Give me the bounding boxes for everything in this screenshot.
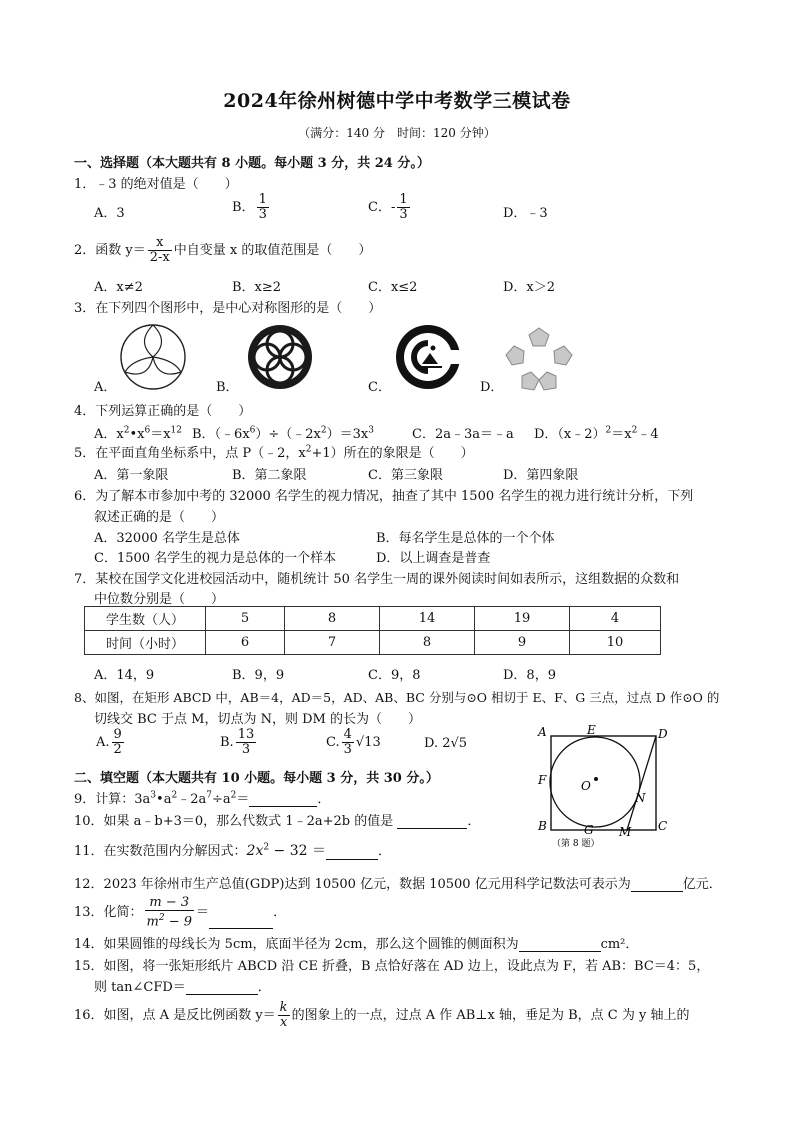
question-12 [74,873,722,892]
question-7-line2: 中位数分别是（ ） [94,592,225,607]
q15-answer-blank[interactable] [186,980,258,995]
label-a: A [538,725,547,739]
q12-answer-blank[interactable] [631,877,683,892]
table-cell: 14 [380,607,475,631]
q4-a-exp1: 2 [123,425,130,436]
q13-den-rest: − 9 [164,914,193,930]
q8-geometry-figure [534,722,674,850]
q4-b-exp1: 6 [249,425,256,436]
q8-c-label: C. [326,735,340,750]
question-10 [74,810,480,829]
tangent-line-dm [627,736,656,830]
q12-end: 亿元． [682,877,722,892]
q15-end: ． [257,980,271,995]
question-2-stem [74,236,371,265]
q13-den-base: m [146,914,159,930]
q1-c-numerator: 1 [399,192,408,207]
q11-exp: 2 [263,842,270,853]
q9-exp4: 2 [230,790,237,801]
q2-option-a: A．x≠2 [94,280,143,295]
q5-option-c: C．第三象限 [368,468,443,483]
q9-end: ． [317,792,331,807]
q4-d-part1: D．（x﹣2） [534,427,606,442]
q5-stem-post: +1）所在的象限是（ ） [311,446,474,461]
q11-text: 11．在实数范围内分解因式： [74,844,247,859]
q6-option-c: C．1500 名学生的视力是总体的一个样本 [94,551,337,566]
q9-part4: ÷a [211,792,231,807]
q1-option-d: D．﹣3 [503,206,548,221]
q5-stem-exp: 2 [305,444,312,455]
q2-option-d: D．x＞2 [503,280,556,295]
q8-a-denominator: 2 [113,742,122,757]
question-16 [74,1001,690,1030]
q8-c-radical: √13 [355,735,381,750]
label-g: G [584,823,594,837]
label-n: N [635,791,646,805]
question-5-stem [74,442,474,461]
section-choice-heading: 一、选择题（本大题共有 8 小题。每小题 3 分，共 24 分。） [74,156,430,171]
q4-d-exp2: 2 [631,425,638,436]
q9-part1: 9．计算：3a [74,792,151,807]
q4-option-d [534,423,659,442]
q1-b-label: B． [232,200,255,215]
q2-option-b: B．x≥2 [232,280,282,295]
q8-d-value: 2√5 [442,736,468,751]
q1-option-c [368,193,412,222]
q8-d-label: D. [424,736,439,751]
q4-option-c: C．2a﹣3a＝﹣a [412,427,514,442]
q6-option-a: A．32000 名学生是总体 [94,531,240,546]
exam-info: （满分：140 分 时间：120 分钟） [298,126,496,140]
table-row-label: 时间（小时） [85,631,206,655]
q15-text: 则 tan∠CFD＝ [94,980,186,995]
question-8-line1: 8、如图，在矩形 ABCD 中，AB＝4，AD＝5，AD、AB、BC 分别与⊙O 相切于 E、F、G 三点，过点 D 作⊙O 的 [74,690,720,705]
table-cell: 8 [285,607,380,631]
q4-d-exp1: 2 [605,425,612,436]
q3-figure-a-trefoil [118,322,188,392]
label-e: E [587,723,596,737]
q9-part2: •a [156,792,172,807]
q14-text: 14．如果圆锥的母线长为 5cm，底面半径为 2cm，那么这个圆锥的侧面积为 [74,937,519,952]
q5-option-a: A．第一象限 [94,468,169,483]
table-cell: 7 [285,631,380,655]
q2-stem-pre: 2．函数 y＝ [74,243,146,258]
q6-option-b: B．每名学生是总体的一个个体 [376,531,555,546]
q13-answer-blank[interactable] [209,914,273,929]
q8-option-a [96,728,126,757]
q4-option-b [192,423,374,442]
q4-d-part2: ＝x [611,427,632,442]
q1-b-denominator: 3 [258,207,267,222]
question-3-stem: 3．在下列四个图形中，是中心对称图形的是（ ） [74,301,382,316]
q16-numerator: k [279,1000,288,1015]
q9-part3: ﹣2a [177,792,207,807]
q1-c-sign: - [390,200,396,215]
q7-option-c: C．9，8 [368,668,421,683]
q2-stem-post: 中自变量 x 的取值范围是（ ） [173,243,372,258]
q9-exp2: 2 [171,790,178,801]
q4-d-part3: ﹣4 [637,427,659,442]
label-c: C [658,819,668,833]
q11-expr: 2x [246,843,264,859]
q2-denominator: 2-x [149,250,170,265]
question-7-line1: 7．某校在国学文化进校园活动中，随机统计 50 名学生一周的课外阅读时间如表所示，这组数据的众数和 [74,572,680,587]
q4-a-exp2: 6 [144,425,151,436]
q4-a-part2: •x [129,427,145,442]
q16-text-post: 的图象上的一点，过点 A 作 AB⊥x 轴，垂足为 B，点 C 为 y 轴上的 [291,1008,690,1023]
q8-b-denominator: 3 [241,742,251,757]
label-d: D [658,727,668,741]
q4-b-part1: B．（﹣6x [192,427,250,442]
section-fill-heading: 二、填空题（本大题共有 10 小题。每小题 3 分，共 30 分。） [74,771,439,786]
q3-option-d: D． [480,380,504,395]
question-9 [74,788,330,807]
q1-b-numerator: 1 [258,192,267,207]
question-8-line2: 切线交 BC 于点 M，切点为 N，则 DM 的长为（ ） [94,712,421,727]
q8-option-c [326,728,381,757]
q13-den-exp: 2 [158,913,165,923]
q7-option-d: D．8，9 [503,668,556,683]
q5-option-d: D．第四象限 [503,468,579,483]
q4-b-exp3: 3 [368,425,374,436]
reading-time-table [84,606,661,655]
q16-text-pre: 16．如图，点 A 是反比例函数 y＝ [74,1008,276,1023]
q8-a-label: A. [96,735,110,750]
table-cell: 6 [206,631,285,655]
q8-b-numerator: 13 [237,727,255,742]
label-o: O [581,779,591,793]
q4-b-part3: ）＝3x [326,427,369,442]
question-6-line1: 6．为了解本市参加中考的 32000 名学生的视力情况，抽查了其中 1500 名学生的视力进行统计分析，下列 [74,489,694,504]
label-f: F [538,773,547,787]
q8-b-label: B. [220,735,234,750]
table-row-label: 学生数（人） [85,607,206,631]
q10-text: 10．如果 a﹣b+3＝0，那么代数式 1﹣2a+2b 的值是 [74,814,394,829]
q7-option-b: B．9，9 [232,668,285,683]
q2-numerator: x [148,236,172,251]
table-cell: 10 [570,631,661,655]
q16-denominator: x [279,1015,288,1030]
table-cell: 8 [380,631,475,655]
question-6-line2: 叙述正确的是（ ） [94,510,225,525]
question-4-stem: 4．下列运算正确的是（ ） [74,404,252,419]
q1-c-denominator: 3 [399,207,408,222]
q8-option-d [424,736,467,751]
question-1-stem: 1．﹣3 的绝对值是（ ） [74,177,238,192]
q7-option-a: A．14，9 [94,668,155,683]
table-row [85,607,661,631]
q9-answer-blank[interactable] [249,792,317,807]
q11-answer-blank[interactable] [326,845,378,860]
question-11 [74,840,391,860]
q8-c-denominator: 3 [343,742,352,757]
table-row [85,631,661,655]
q5-stem-pre: 5．在平面直角坐标系中，点 P（﹣2，x [74,446,306,461]
q13-text: 13．化简： [74,905,143,921]
q8-a-numerator: 9 [113,727,122,742]
q3-figure-c-logo [392,322,464,392]
q4-a-exp3: 12 [170,425,182,436]
q9-exp1: 3 [150,790,157,801]
q6-option-d: D．以上调查是普查 [376,551,491,566]
q2-option-c: C．x≤2 [368,280,418,295]
label-m: M [619,825,632,839]
q1-option-a: A．3 [94,206,125,221]
question-15-line1: 15．如图，将一张矩形纸片 ABCD 沿 CE 折叠，B 点恰好落在 AD 边上，设此点为 F，若 AB：BC＝4：5， [74,959,710,974]
q14-end: cm²． [600,937,639,952]
q4-option-a [94,423,182,442]
table-cell: 5 [206,607,285,631]
q1-c-label: C． [368,200,391,215]
table-cell: 4 [570,607,661,631]
q13-end: ． [273,905,287,921]
label-b: B [538,819,547,833]
q8-option-b [220,728,258,757]
q3-option-b: B． [216,380,239,395]
table-cell: 19 [475,607,570,631]
q13-numerator: m − 3 [145,896,195,911]
question-15-line2 [94,976,271,995]
q10-answer-blank[interactable] [397,814,467,829]
page-title: 2024年徐州树德中学中考数学三模试卷 [223,90,571,112]
q10-end: ． [467,814,481,829]
q3-option-a: A． [94,380,117,395]
q4-a-part3: ＝x [150,427,171,442]
q4-b-exp2: 2 [320,425,327,436]
q12-text: 12．2023 年徐州市生产总值(GDP)达到 10500 亿元，数据 10500 亿元用科学记数法可表示为 [74,877,631,892]
q3-figure-d-pentagons [504,326,574,392]
figure-caption: （第 8 题） [552,839,600,849]
q11-end: ． [378,844,392,859]
q9-exp3: 7 [206,790,212,801]
q8-c-numerator: 4 [343,727,352,742]
question-14 [74,933,638,952]
q11-expr2: − 32 ＝ [269,843,326,859]
q3-option-c: C． [368,380,391,395]
question-13 [74,896,286,929]
q3-figure-b-flower [242,322,318,392]
q1-option-b [232,193,271,222]
q13-equals: ＝ [196,905,210,921]
table-cell: 9 [475,631,570,655]
q4-b-part2: ）÷（﹣2x [255,427,321,442]
q14-answer-blank[interactable] [519,937,601,952]
center-point [594,777,598,781]
q4-a-part1: A．x [94,427,124,442]
q5-option-b: B．第二象限 [232,468,307,483]
q9-equals: ＝ [236,792,250,807]
inscribed-circle [550,737,640,827]
